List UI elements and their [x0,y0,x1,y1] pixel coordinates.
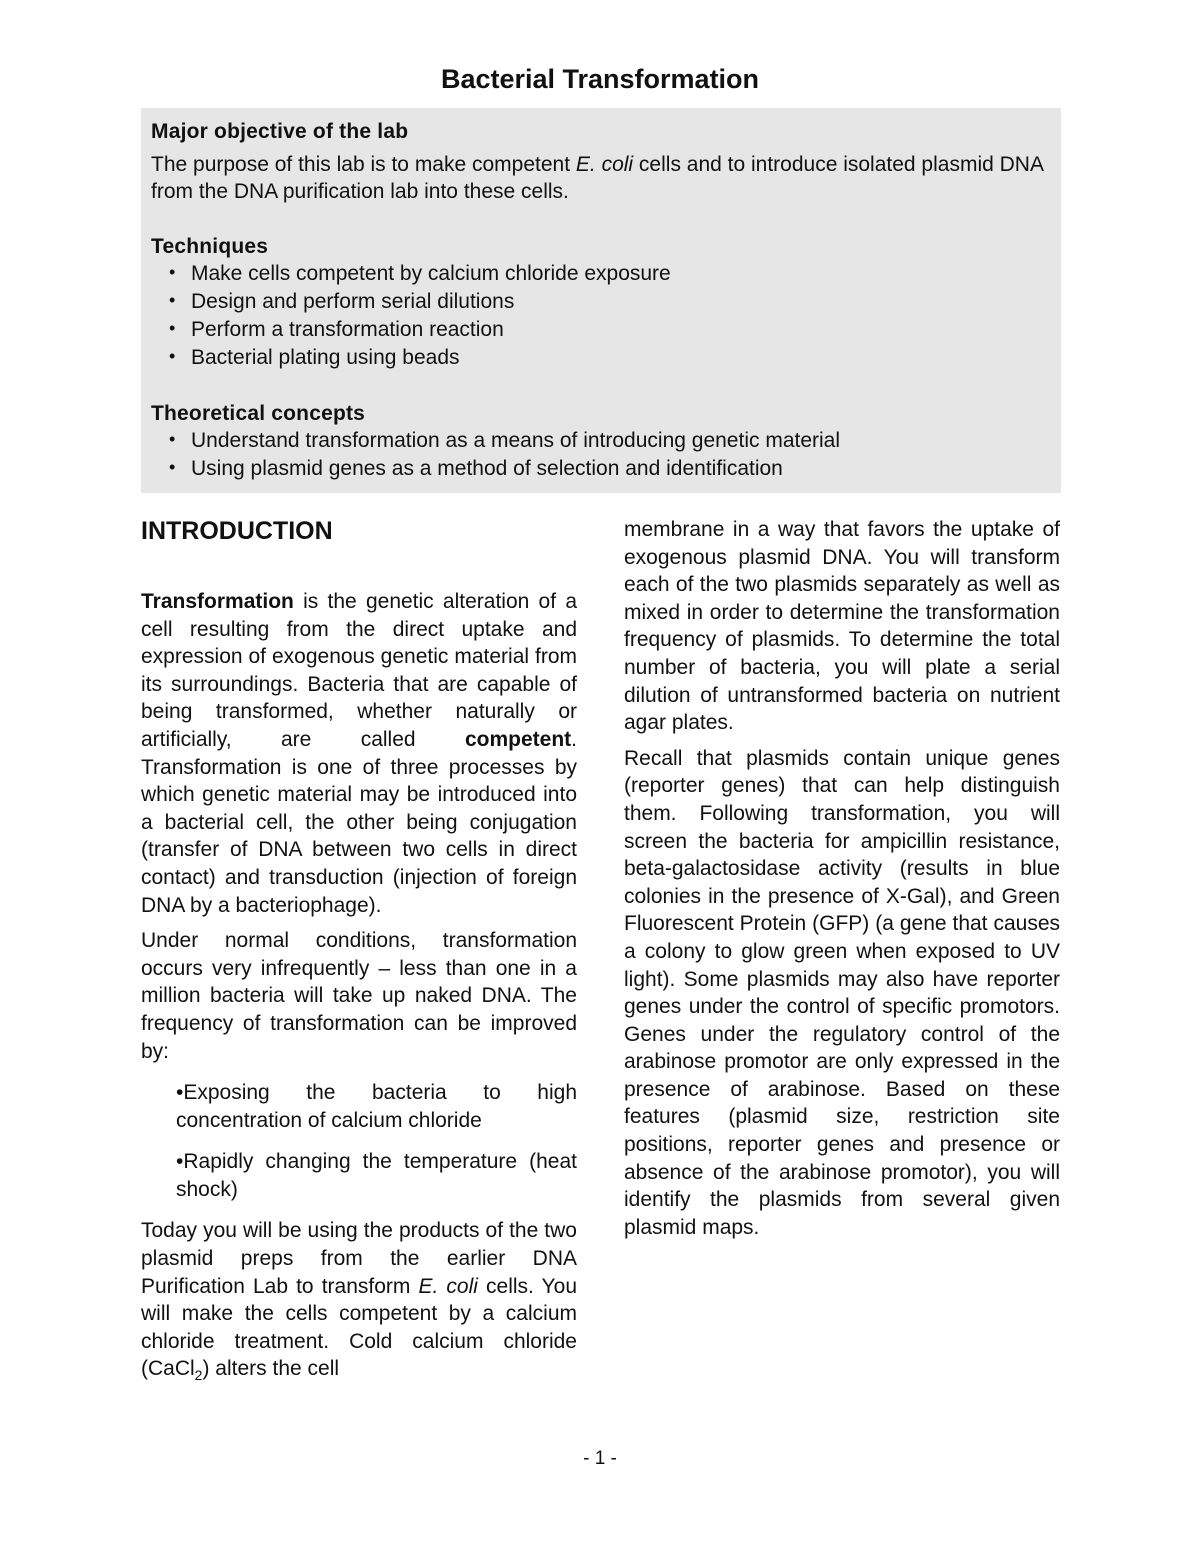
list-item: • Design and perform serial dilutions [169,290,515,313]
list-item: • Understand transformation as a means of introducing genetic material [169,429,841,452]
page-number: - 1 - [583,1448,617,1469]
objective-heading: Major objective of the lab [151,120,409,143]
paragraph: Transformation is the genetic alteration of a cell resulting from the direct uptake and expression of exogenous genetic material from its surroundings. Bacteria that are capable of being transformed, whether naturally or artificially, are called competent. Transformation is one of three processes by which genetic material may be introduced into a bacterial cell, the other being conjugation (transfer of DNA between two cells in direct contact) and transduction (injection of foreign DNA by a bacteriophage). [141,590,577,917]
list-item: • Make cells competent by calcium chloride exposure [169,262,671,285]
objective-box [141,108,1061,493]
introduction-heading: INTRODUCTION [141,517,333,545]
page-title: Bacterial Transformation [440,64,760,94]
list-item: • Using plasmid genes as a method of selection and identification [169,457,783,480]
techniques-heading: Techniques [151,235,269,258]
paragraph: Today you will be using the products of the two plasmid preps from the earlier DNA Purification Lab to transform E. coli cells. You will make the cells competent by a calcium chloride treatment. Cold calcium chloride (CaCl$_2$) alters the cell [141,1219,577,1384]
right-column [624,516,1060,1249]
techniques-list [151,260,1051,372]
concepts-list [151,427,1051,483]
list-item: •Exposing the bacteria to high concentration of calcium chloride [176,1081,577,1132]
paragraph: Under normal conditions, transformation occurs very infrequently – less than one in a million bacteria will take up naked DNA. The frequency of transformation can be improved by: [141,929,577,1063]
paragraph: membrane in a way that favors the uptake of exogenous plasmid DNA. You will transform each of the two plasmids separately as well as mixed in order to determine the transformation frequency of plasmids. To determine the total number of bacteria, you will plate a serial dilution of untransformed bacteria on nutrient agar plates. [624,518,1060,735]
list-item: • Perform a transformation reaction [169,318,504,341]
objective-text: The purpose of this lab is to make competent E. coli cells and to introduce isolated plasmid DNA from the DNA purification lab into these cells. [151,153,1043,203]
list-item: • Bacterial plating using beads [169,346,460,369]
list-item: •Rapidly changing the temperature (heat shock) [176,1150,577,1201]
paragraph: Recall that plasmids contain unique genes (reporter genes) that can help distinguish them. Following transformation, you will screen the bacteria for ampicillin resistance, beta-galactosidase activity (results in blue colonies in the presence of X-Gal), and Green Fluorescent Protein (GFP) (a gene that causes a colony to glow green when exposed to UV light). Some plasmids may also have reporter genes under the control of specific promotors. Genes under the regulatory control of the arabinose promotor are only expressed in the presence of arabinose. Based on these features (plasmid size, restriction site positions, reporter genes and presence or absence of the arabinose promotor), you will identify the plasmids from several given plasmid maps. [624,746,1060,1239]
left-column [141,514,577,1398]
concepts-heading: Theoretical concepts [151,402,366,425]
